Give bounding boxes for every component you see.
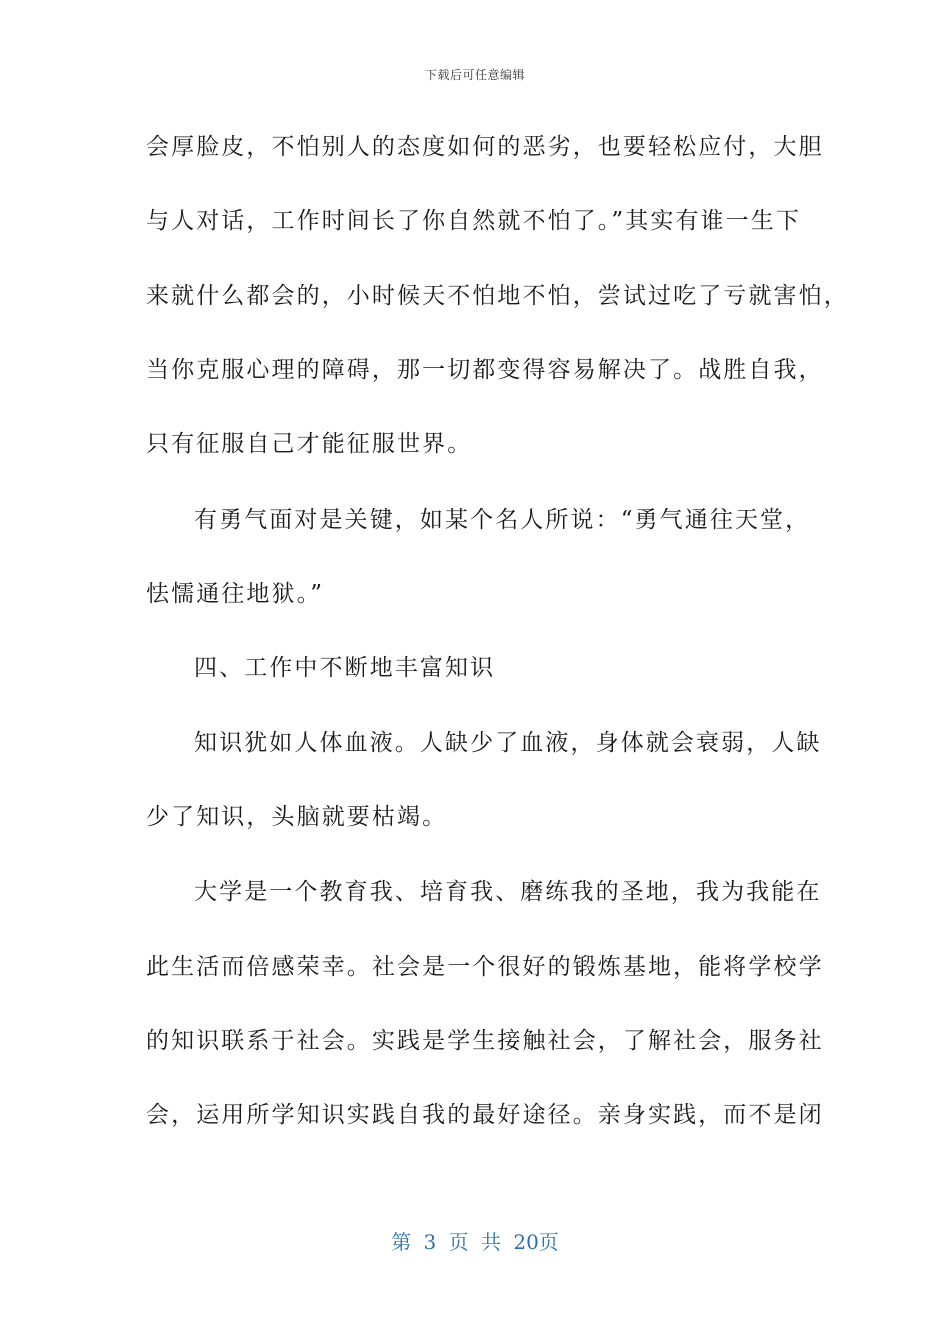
text-line: 少了知识，头脑就要枯竭。: [146, 804, 448, 830]
text-line: 会厚脸皮，不怕别人的态度如何的恶劣，也要轻松应付，大胆: [146, 134, 824, 160]
section-heading: 四、工作中不断地丰富知识: [194, 655, 496, 681]
text-line: 的知识联系于社会。实践是学生接触社会，了解社会，服务社: [146, 1028, 824, 1054]
text-line: 怯懦通往地狱。”: [146, 581, 325, 607]
text-line: 只有征服自己才能征服世界。: [146, 431, 473, 457]
text-line: 当你克服心理的障碍，那一切都变得容易解决了。战胜自我，: [146, 357, 824, 383]
page-number-footer: 第 3 页 共 20页: [391, 1230, 559, 1254]
text-line: 会，运用所学知识实践自我的最好途径。亲身实践，而不是闭: [146, 1102, 824, 1128]
page-header-note: 下载后可任意编辑: [424, 68, 525, 82]
text-line: 有勇气面对是关键，如某个名人所说：“勇气通往天堂，: [194, 507, 811, 533]
text-line: 大学是一个教育我、培育我、磨练我的圣地，我为我能在: [194, 879, 822, 905]
text-line: 来就什么都会的，小时候天不怕地不怕，尝试过吃了亏就害怕，: [146, 283, 849, 309]
text-line: 此生活而倍感荣幸。社会是一个很好的锻炼基地，能将学校学: [146, 954, 824, 980]
text-line: 知识犹如人体血液。人缺少了血液，身体就会衰弱，人缺: [194, 730, 822, 756]
text-line: 与人对话，工作时间长了你自然就不怕了。”其实有谁一生下: [146, 208, 801, 234]
